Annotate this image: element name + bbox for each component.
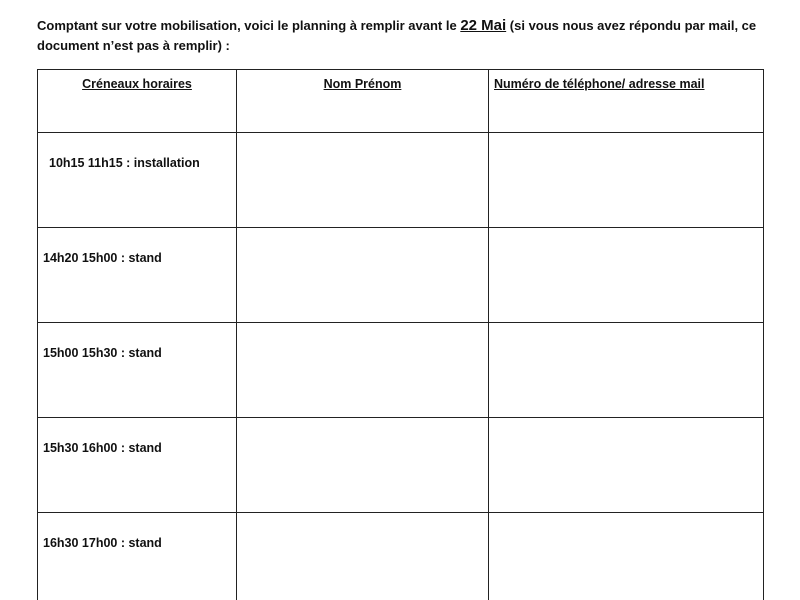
deadline-date: 22 Mai xyxy=(460,17,507,34)
contact-entry-cell[interactable] xyxy=(489,513,764,600)
name-entry-cell[interactable] xyxy=(237,513,489,600)
intro-paragraph xyxy=(37,16,767,56)
contact-entry-cell[interactable] xyxy=(489,418,764,513)
slot-cell xyxy=(38,418,237,513)
slot-cell xyxy=(38,323,237,418)
slot-cell xyxy=(38,228,237,323)
intro-text-before-date: Comptant sur votre mobilisation, voici le planning à remplir avant le xyxy=(37,18,461,33)
header-contact: Numéro de téléphone/ adresse mail xyxy=(489,70,764,133)
slot-label: 10h15 11h15 : installation xyxy=(49,156,200,170)
table-row xyxy=(38,418,764,513)
table-row xyxy=(38,323,764,418)
contact-entry-cell[interactable] xyxy=(489,228,764,323)
slot-label: 15h00 15h30 : stand xyxy=(43,346,162,360)
table-row xyxy=(38,133,764,228)
name-entry-cell[interactable] xyxy=(237,418,489,513)
intro-text-after-date: (si vous nous avez répondu par mail, ce document n’est pas à remplir) : xyxy=(37,18,757,53)
header-slots: Créneaux horaires xyxy=(38,70,237,133)
planning-table xyxy=(37,69,764,600)
table-row xyxy=(38,513,764,600)
table-header-row xyxy=(38,70,764,133)
slot-label: 15h30 16h00 : stand xyxy=(43,441,162,455)
header-name: Nom Prénom xyxy=(237,70,489,133)
table-row xyxy=(38,228,764,323)
name-entry-cell[interactable] xyxy=(237,228,489,323)
name-entry-cell[interactable] xyxy=(237,133,489,228)
slot-cell xyxy=(38,513,237,600)
contact-entry-cell[interactable] xyxy=(489,323,764,418)
slot-label: 14h20 15h00 : stand xyxy=(43,251,162,265)
name-entry-cell[interactable] xyxy=(237,323,489,418)
contact-entry-cell[interactable] xyxy=(489,133,764,228)
slot-cell xyxy=(38,133,237,228)
slot-label: 16h30 17h00 : stand xyxy=(43,536,162,550)
